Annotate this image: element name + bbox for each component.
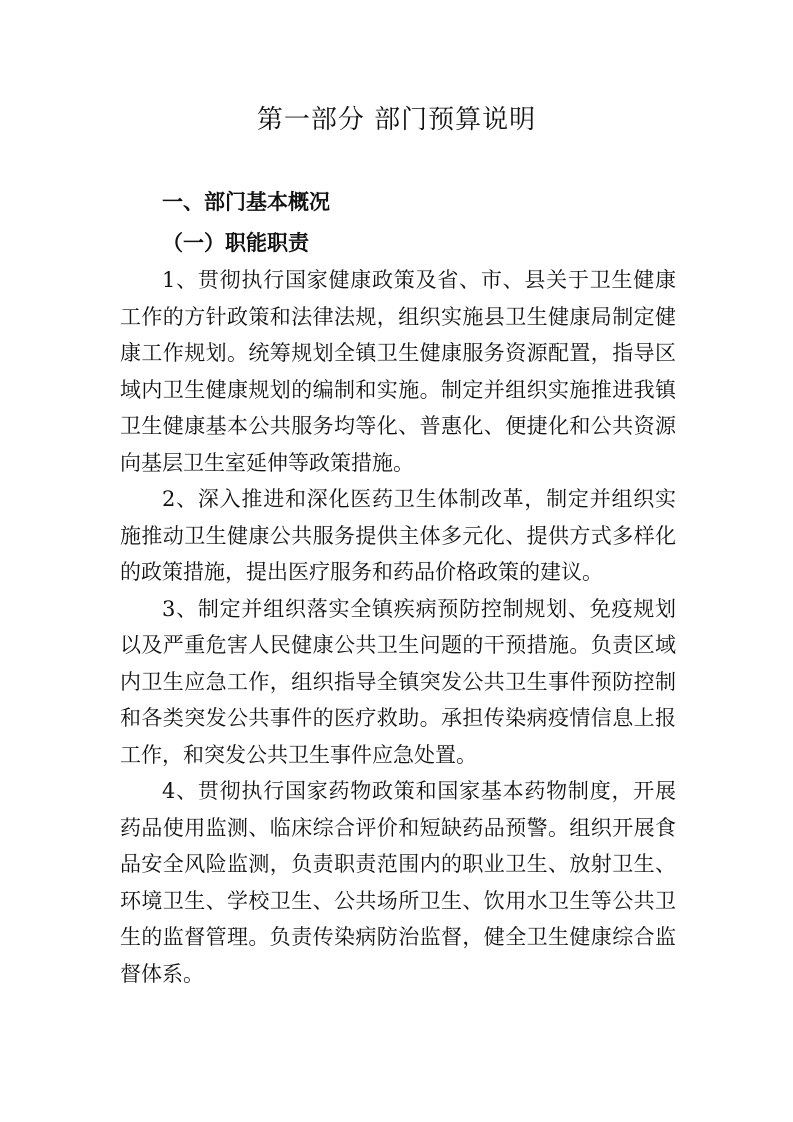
page-title: 第一部分 部门预算说明 bbox=[256, 105, 537, 135]
body-text bbox=[120, 262, 676, 992]
subsection-heading: （一）职能职责 bbox=[162, 231, 309, 255]
paragraph: 4、贯彻执行国家药物政策和国家基本药物制度，开展药品使用监测、临床综合评价和短缺药品预警。组织开展食品安全风险监测，负责职责范围内的职业卫生、放射卫生、环境卫生、学校卫生、公共场所卫生、饮用水卫生等公共卫生的监督管理。负责传染病防治监督，健全卫生健康综合监督体系。 bbox=[120, 779, 676, 986]
paragraph: 2、深入推进和深化医药卫生体制改革，制定并组织实施推动卫生健康公共服务提供主体多元化、提供方式多样化的政策措施，提出医疗服务和药品价格政策的建议。 bbox=[120, 487, 676, 584]
section-heading: 一、部门基本概况 bbox=[162, 190, 330, 214]
paragraph: 3、制定并组织落实全镇疾病预防控制规划、免疫规划以及严重危害人民健康公共卫生问题的干预措施。负责区域内卫生应急工作，组织指导全镇突发公共卫生事件预防控制和各类突发公共事件的医疗救助。承担传染病疫情信息上报工作，和突发公共卫生事件应急处置。 bbox=[120, 596, 676, 767]
paragraph: 1、贯彻执行国家健康政策及省、市、县关于卫生健康工作的方针政策和法律法规，组织实施县卫生健康局制定健康工作规划。统筹规划全镇卫生健康服务资源配置，指导区域内卫生健康规划的编制和实施。制定并组织实施推进我镇卫生健康基本公共服务均等化、普惠化、便捷化和公共资源向基层卫生室延伸等政策措施。 bbox=[120, 268, 676, 475]
